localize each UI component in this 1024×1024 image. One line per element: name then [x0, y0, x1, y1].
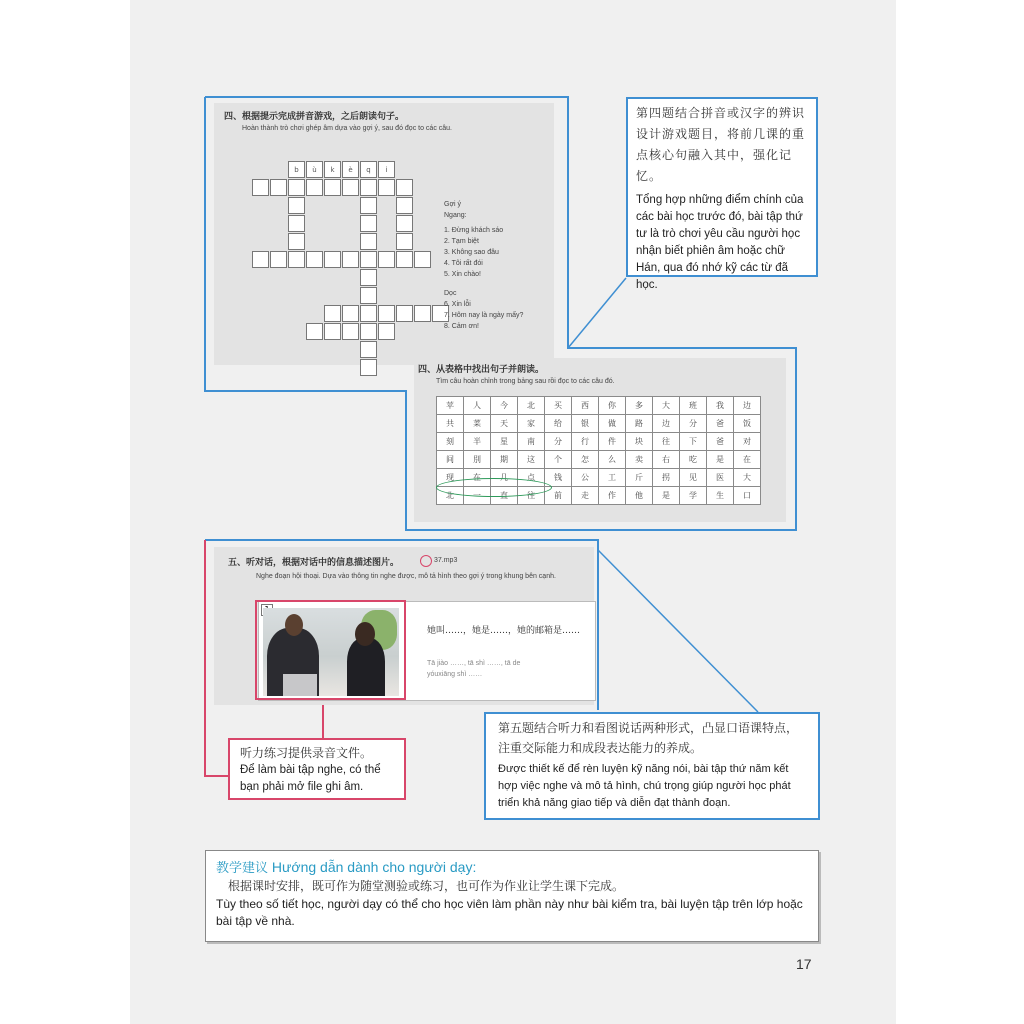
across-item: 5. Xin chào! [444, 271, 481, 278]
hanzi-cell: 公 [572, 469, 599, 487]
hanzi-cell: 么 [599, 451, 626, 469]
photo-highlight-box [255, 600, 406, 700]
teaching-vi: Tùy theo số tiết học, người dạy có thể cho học viên làm phần này như bài kiểm tra, bài luyện tập trên lớp hoặc bài tập về nhà. [216, 897, 803, 928]
hanzi-cell: 分 [545, 433, 572, 451]
down-title: Dọc [444, 290, 457, 297]
down-item: 6. Xin lỗi [444, 301, 471, 308]
hanzi-cell: 班 [680, 397, 707, 415]
hanzi-cell: 在 [734, 451, 761, 469]
note-4-zh: 第四题结合拼音或汉字的辨识设计游戏题目，将前几课的重点核心句融入其中，强化记忆。 [636, 106, 806, 183]
hanzi-row [437, 397, 761, 415]
hanzi-cell: 怎 [572, 451, 599, 469]
across-item: 4. Tôi rất đói [444, 260, 483, 267]
hanzi-cell: 是 [707, 451, 734, 469]
hanzi-cell: 在 [464, 469, 491, 487]
hanzi-cell: 家 [518, 415, 545, 433]
teaching-label-vi: Hướng dẫn dành cho người dạy: [271, 859, 477, 875]
hanzi-cell: 几 [491, 469, 518, 487]
hanzi-cell: 斤 [626, 469, 653, 487]
hanzi-cell: 边 [734, 397, 761, 415]
hanzi-cell: 做 [599, 415, 626, 433]
hanzi-cell: 间 [437, 451, 464, 469]
crossword-cell[interactable]: è [342, 161, 359, 178]
crossword-cell[interactable]: ù [306, 161, 323, 178]
exercise-4b-title: 四、从表格中找出句子并朗读。 [418, 365, 545, 375]
hanzi-cell: 拐 [653, 469, 680, 487]
hanzi-cell: 生 [707, 487, 734, 505]
hanzi-cell: 见 [680, 469, 707, 487]
hanzi-cell: 走 [572, 487, 599, 505]
down-item: 7. Hôm nay là ngày mấy? [444, 312, 524, 319]
hanzi-cell: 口 [734, 487, 761, 505]
hanzi-cell: 吃 [680, 451, 707, 469]
hanzi-cell: 南 [518, 433, 545, 451]
hanzi-cell: 路 [626, 415, 653, 433]
hanzi-cell: 半 [464, 433, 491, 451]
hanzi-cell: 边 [653, 415, 680, 433]
crossword-cell[interactable]: k [324, 161, 341, 178]
hanzi-cell: 往 [653, 433, 680, 451]
hanzi-cell: 人 [464, 397, 491, 415]
hanzi-cell: 多 [626, 397, 653, 415]
hanzi-cell: 刻 [437, 433, 464, 451]
hanzi-cell: 別 [464, 451, 491, 469]
hanzi-row [437, 451, 761, 469]
crossword-cell[interactable]: i [378, 161, 395, 178]
hanzi-cell: 大 [734, 469, 761, 487]
hanzi-cell: 右 [653, 451, 680, 469]
hanzi-cell: 个 [545, 451, 572, 469]
hanzi-cell: 北 [518, 397, 545, 415]
hanzi-cell: 点 [518, 469, 545, 487]
hanzi-cell: 爸 [707, 415, 734, 433]
teaching-label-zh: 教学建议 [216, 861, 269, 876]
exercise-4b-sheet [414, 358, 786, 522]
hanzi-cell: 西 [572, 397, 599, 415]
audio-filename[interactable]: 37.mp3 [434, 557, 458, 564]
hanzi-cell: 这 [518, 451, 545, 469]
teaching-heading [216, 857, 808, 876]
hanzi-cell: 往 [518, 487, 545, 505]
note-audio-vi: Để làm bài tập nghe, có thể bạn phải mở file ghi âm. [240, 764, 381, 793]
exercise-4b-instruction: Tìm câu hoàn chỉnh trong bảng sau rồi đọc to các câu đó. [436, 378, 615, 385]
hanzi-cell: 对 [734, 433, 761, 451]
hanzi-row [437, 415, 761, 433]
audio-icon[interactable] [420, 555, 432, 567]
note-exercise-4 [626, 97, 818, 291]
across-title: Ngang: [444, 212, 467, 219]
hanzi-cell: 工 [599, 469, 626, 487]
hanzi-cell: 一 [464, 487, 491, 505]
hanzi-cell: 行 [572, 433, 599, 451]
hanzi-cell: 给 [545, 415, 572, 433]
note-4-vi: Tổng hợp những điểm chính của các bài học trước đó, bài tập thứ tư là trò chơi yêu cầu người học nhận biết phiên âm hoặc chữ Hán, qua đó nhớ kỹ các từ đã học. [636, 194, 804, 291]
hanzi-cell: 星 [491, 433, 518, 451]
hints-title: Gợi ý [444, 201, 462, 208]
page-number: 17 [796, 956, 812, 972]
exercise-5-instruction: Nghe đoạn hội thoại. Dựa vào thông tin nghe được, mô tả hình theo gợi ý trong khung bên cạnh. [256, 573, 556, 580]
hanzi-cell: 大 [653, 397, 680, 415]
exercise-4a-title: 四、根据提示完成拼音游戏，之后朗读句子。 [224, 112, 405, 122]
note-audio-zh: 听力练习提供录音文件。 [240, 746, 373, 760]
hanzi-cell: 卖 [626, 451, 653, 469]
hanzi-cell: 爸 [707, 433, 734, 451]
hanzi-cell: 菜 [464, 415, 491, 433]
hanzi-cell: 饭 [734, 415, 761, 433]
crossword-cell[interactable]: b [288, 161, 305, 178]
note-exercise-5 [484, 712, 820, 820]
note-5-vi: Được thiết kế để rèn luyện kỹ năng nói, bài tập thứ năm kết hợp việc nghe và mô tả hình, chú trọng giúp người học phát triển khả năng giao tiếp và diễn đạt thành đoạn. [498, 763, 791, 809]
hanzi-cell: 钱 [545, 469, 572, 487]
hanzi-cell: 他 [626, 487, 653, 505]
teaching-advice-box [205, 850, 819, 942]
hanzi-cell: 你 [599, 397, 626, 415]
across-item: 1. Đừng khách sáo [444, 227, 504, 234]
hanzi-cell: 下 [680, 433, 707, 451]
hanzi-cell: 直 [491, 487, 518, 505]
hanzi-cell: 件 [599, 433, 626, 451]
hanzi-row [437, 433, 761, 451]
speech-bubble-zh: 她叫……，她是……，她的邮箱是…… [427, 626, 581, 636]
down-item: 8. Cảm ơn! [444, 323, 479, 330]
hanzi-cell: 分 [680, 415, 707, 433]
hanzi-cell: 作 [599, 487, 626, 505]
exercise-5-title: 五、听对话，根据对话中的信息描述图片。 [228, 558, 400, 568]
hanzi-cell: 学 [680, 487, 707, 505]
hanzi-cell: 天 [491, 415, 518, 433]
answer-circle [436, 478, 552, 497]
hanzi-cell: 期 [491, 451, 518, 469]
hanzi-cell: 苹 [437, 397, 464, 415]
hanzi-cell: 银 [572, 415, 599, 433]
hanzi-cell: 医 [707, 469, 734, 487]
hanzi-cell: 是 [653, 487, 680, 505]
hanzi-cell: 块 [626, 433, 653, 451]
hanzi-cell: 北 [437, 487, 464, 505]
hanzi-cell: 今 [491, 397, 518, 415]
hanzi-cell: 我 [707, 397, 734, 415]
hanzi-cell: 前 [545, 487, 572, 505]
teaching-zh: 根据课时安排，既可作为随堂测验或练习，也可作为作业让学生课下完成。 [228, 879, 625, 893]
hanzi-cell: 现 [437, 469, 464, 487]
hanzi-cell: 共 [437, 415, 464, 433]
across-item: 3. Không sao đâu [444, 249, 499, 256]
note-audio [228, 738, 406, 800]
note-5-zh: 第五题结合听力和看图说话两种形式，凸显口语课特点，注重交际能力和成段表达能力的养成。 [498, 721, 799, 755]
hanzi-cell: 买 [545, 397, 572, 415]
exercise-4a-instruction: Hoàn thành trò chơi ghép âm dựa vào gợi ý, sau đó đọc to các câu. [242, 125, 452, 132]
crossword-cell[interactable]: q [360, 161, 377, 178]
speech-bubble-pinyin: Tā jiào ……, tā shì ……, tā de yóuxiāng shì …… [427, 660, 521, 678]
across-item: 2. Tạm biệt [444, 238, 479, 245]
